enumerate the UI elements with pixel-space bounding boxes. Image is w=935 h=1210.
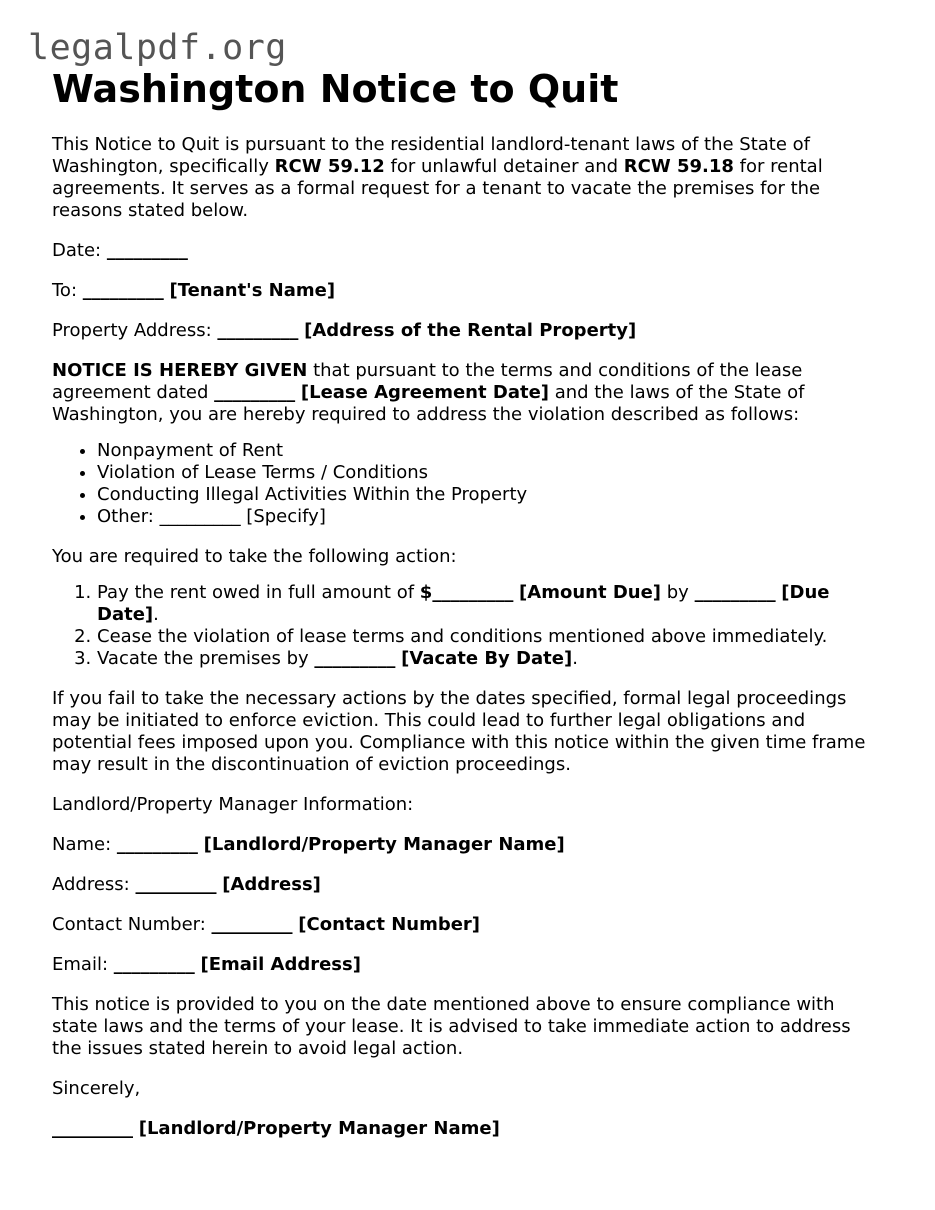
lease-date-blank: _________ bbox=[214, 382, 296, 403]
vacate-text: Vacate the premises by bbox=[97, 648, 315, 669]
amount-placeholder: [Amount Due] bbox=[519, 582, 662, 603]
property-blank: _________ bbox=[217, 320, 299, 341]
landlord-name-blank: _________ bbox=[116, 834, 198, 855]
intro-paragraph bbox=[52, 134, 882, 222]
vacate-blank: _________ bbox=[314, 648, 396, 669]
signature-placeholder: [Landlord/Property Manager Name] bbox=[138, 1118, 500, 1139]
action-list bbox=[52, 582, 882, 670]
property-label: Property Address: bbox=[52, 320, 212, 341]
landlord-name-line bbox=[52, 834, 882, 856]
to-blank: _________ bbox=[82, 280, 164, 301]
list-item: • Violation of Lease Terms / Conditions bbox=[97, 462, 882, 484]
landlord-address-placeholder: [Address] bbox=[222, 874, 321, 895]
list-item-vacate: 3. Vacate the premises by _________ [Vacate By Date]. bbox=[97, 648, 882, 670]
sincerely: Sincerely, bbox=[52, 1078, 141, 1099]
notice-text-1: that pursuant to the terms and conditions of the lease agreement dated bbox=[52, 360, 803, 403]
signature-line bbox=[52, 1118, 882, 1140]
date-blank: _________ bbox=[106, 240, 188, 261]
notice-text-2: and the laws of the State of Washington, you are hereby required to address the violation described as follows: bbox=[52, 382, 805, 425]
date-label: Date: bbox=[52, 240, 102, 261]
landlord-heading: Landlord/Property Manager Information: bbox=[52, 794, 414, 815]
landlord-name-placeholder: [Landlord/Property Manager Name] bbox=[203, 834, 565, 855]
to-label: To: bbox=[52, 280, 78, 301]
to-line bbox=[52, 280, 882, 302]
landlord-email-line bbox=[52, 954, 882, 976]
property-placeholder: [Address of the Rental Property] bbox=[304, 320, 637, 341]
landlord-contact-blank: _________ bbox=[211, 914, 293, 935]
violation-list bbox=[52, 440, 882, 528]
landlord-email-label: Email: bbox=[52, 954, 109, 975]
landlord-email-placeholder: [Email Address] bbox=[200, 954, 361, 975]
rcw-59-18: RCW 59.18 bbox=[623, 156, 734, 177]
landlord-name-label: Name: bbox=[52, 834, 112, 855]
list-item-cease: 2. Cease the violation of lease terms and conditions mentioned above immediately. bbox=[97, 626, 882, 648]
vacate-placeholder: [Vacate By Date] bbox=[401, 648, 573, 669]
date-line bbox=[52, 240, 882, 262]
landlord-contact-line bbox=[52, 914, 882, 936]
watermark: legalpdf.org bbox=[28, 28, 287, 68]
intro-text-1: This Notice to Quit is pursuant to the residential landlord-tenant laws of the State of Washington, specifically bbox=[52, 134, 810, 177]
page-title: Washington Notice to Quit bbox=[52, 67, 619, 111]
landlord-address-label: Address: bbox=[52, 874, 130, 895]
list-item: • Conducting Illegal Activities Within the Property bbox=[97, 484, 882, 506]
due-date-placeholder: [Due Date] bbox=[97, 582, 830, 625]
lease-date-placeholder: [Lease Agreement Date] bbox=[300, 382, 549, 403]
rcw-59-12: RCW 59.12 bbox=[274, 156, 385, 177]
dollar-sign: $ bbox=[419, 582, 433, 603]
action-intro: You are required to take the following action: bbox=[52, 546, 457, 567]
closing-paragraph: This notice is provided to you on the date mentioned above to ensure compliance with state laws and the terms of your lease. It is advised to take immediate action to address the issues stated herein to avoid legal action. bbox=[52, 994, 851, 1059]
landlord-address-line bbox=[52, 874, 882, 896]
notice-bold: NOTICE IS HEREBY GIVEN bbox=[52, 360, 308, 381]
landlord-email-blank: _________ bbox=[113, 954, 195, 975]
list-item: • Nonpayment of Rent bbox=[97, 440, 882, 462]
intro-text-3: for rental agreements. It serves as a formal request for a tenant to vacate the premises for the reasons stated below. bbox=[52, 156, 823, 221]
pay-text: Pay the rent owed in full amount of bbox=[97, 582, 420, 603]
landlord-address-blank: _________ bbox=[135, 874, 217, 895]
landlord-contact-label: Contact Number: bbox=[52, 914, 206, 935]
landlord-contact-placeholder: [Contact Number] bbox=[298, 914, 481, 935]
list-item: • Other: _________ [Specify] bbox=[97, 506, 882, 528]
due-date-blank: _________ bbox=[694, 582, 776, 603]
pay-by-text: by bbox=[661, 582, 695, 603]
tenant-name-placeholder: [Tenant's Name] bbox=[169, 280, 336, 301]
property-line bbox=[52, 320, 882, 342]
intro-text-2: for unlawful detainer and bbox=[384, 156, 624, 177]
document-body bbox=[52, 66, 882, 1140]
consequence-paragraph: If you fail to take the necessary actions by the dates specified, formal legal proceedings may be initiated to enforce eviction. This could lead to further legal obligations and potential fees imposed upon you. Compliance with this notice within the given time frame may result in the discontinuation of eviction proceedings. bbox=[52, 688, 866, 775]
signature-blank: _________ bbox=[52, 1118, 133, 1139]
notice-paragraph bbox=[52, 360, 882, 426]
amount-blank: _________ bbox=[432, 582, 514, 603]
list-item-pay: 1. Pay the rent owed in full amount of $_________ [Amount Due] by _________ [Due Date]. bbox=[97, 582, 882, 626]
